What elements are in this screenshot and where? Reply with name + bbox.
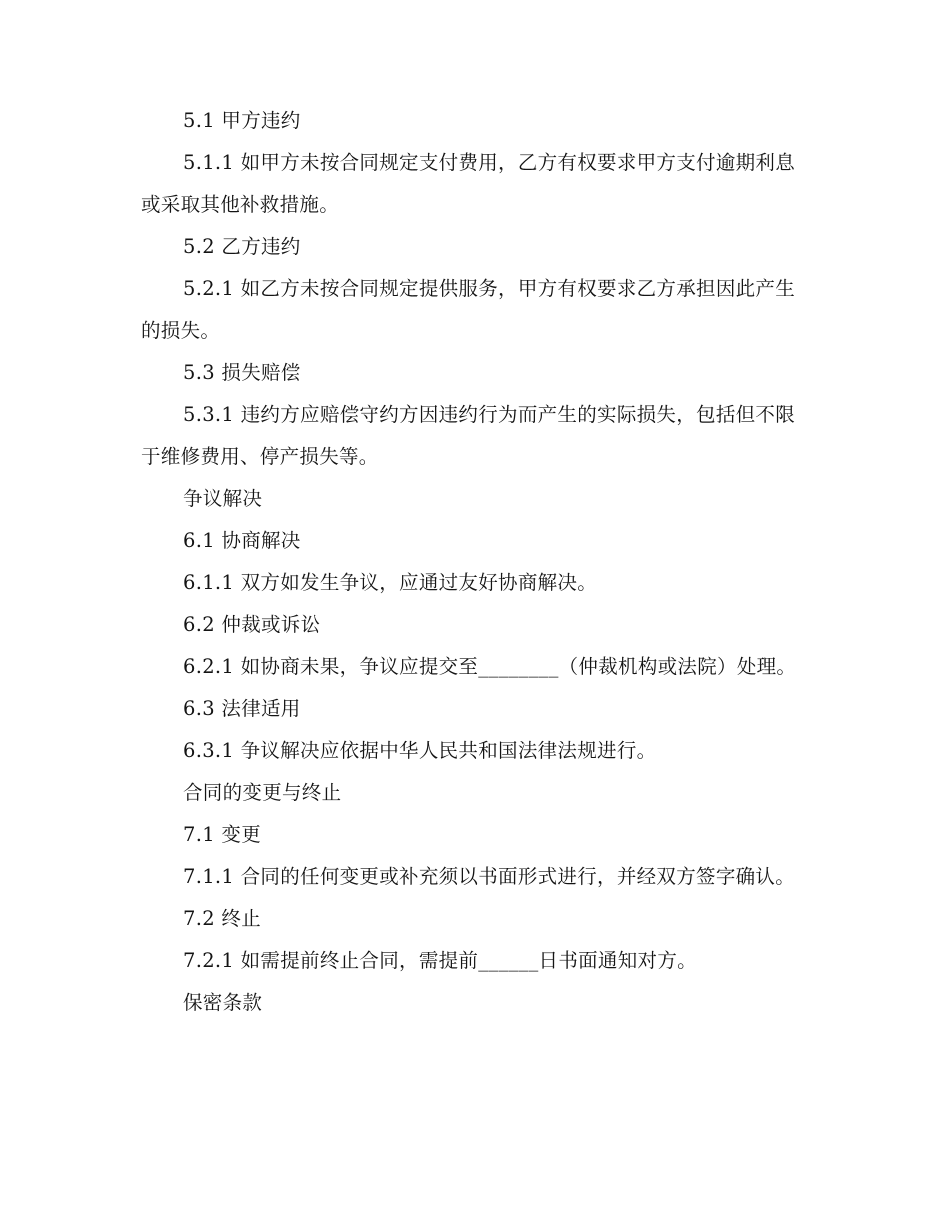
chapter-heading-dispute: 争议解决 bbox=[183, 487, 263, 510]
section-heading-5-3: 5.3 损失赔偿 bbox=[183, 361, 301, 384]
section-heading-6-3: 6.3 法律适用 bbox=[183, 697, 301, 720]
clause-5-1-1: 5.1.1 如甲方未按合同规定支付费用，乙方有权要求甲方支付逾期利息或采取其他补救措施。 bbox=[141, 151, 796, 216]
clause-5-3-1: 5.3.1 违约方应赔偿守约方因违约行为而产生的实际损失，包括但不限于维修费用、停产损失等。 bbox=[141, 403, 796, 468]
section-heading-7-1: 7.1 变更 bbox=[183, 823, 262, 846]
section-heading-5-1: 5.1 甲方违约 bbox=[183, 109, 301, 132]
clause-6-3-1: 6.3.1 争议解决应依据中华人民共和国法律法规进行。 bbox=[183, 739, 657, 762]
clause-5-2-1: 5.2.1 如乙方未按合同规定提供服务，甲方有权要求乙方承担因此产生的损失。 bbox=[141, 277, 796, 342]
clause-7-2-1: 7.2.1 如需提前终止合同，需提前______日书面通知对方。 bbox=[183, 949, 697, 972]
clause-6-1-1: 6.1.1 双方如发生争议，应通过友好协商解决。 bbox=[183, 571, 598, 594]
section-heading-6-2: 6.2 仲裁或诉讼 bbox=[183, 613, 321, 636]
document-body bbox=[141, 100, 801, 1024]
section-heading-6-1: 6.1 协商解决 bbox=[183, 529, 301, 552]
section-heading-7-2: 7.2 终止 bbox=[183, 907, 262, 930]
chapter-heading-change-termination: 合同的变更与终止 bbox=[183, 781, 342, 804]
section-heading-5-2: 5.2 乙方违约 bbox=[183, 235, 301, 258]
chapter-heading-confidentiality: 保密条款 bbox=[183, 991, 263, 1014]
clause-6-2-1: 6.2.1 如协商未果，争议应提交至________（仲裁机构或法院）处理。 bbox=[183, 655, 797, 678]
clause-7-1-1: 7.1.1 合同的任何变更或补充须以书面形式进行，并经双方签字确认。 bbox=[183, 865, 796, 888]
